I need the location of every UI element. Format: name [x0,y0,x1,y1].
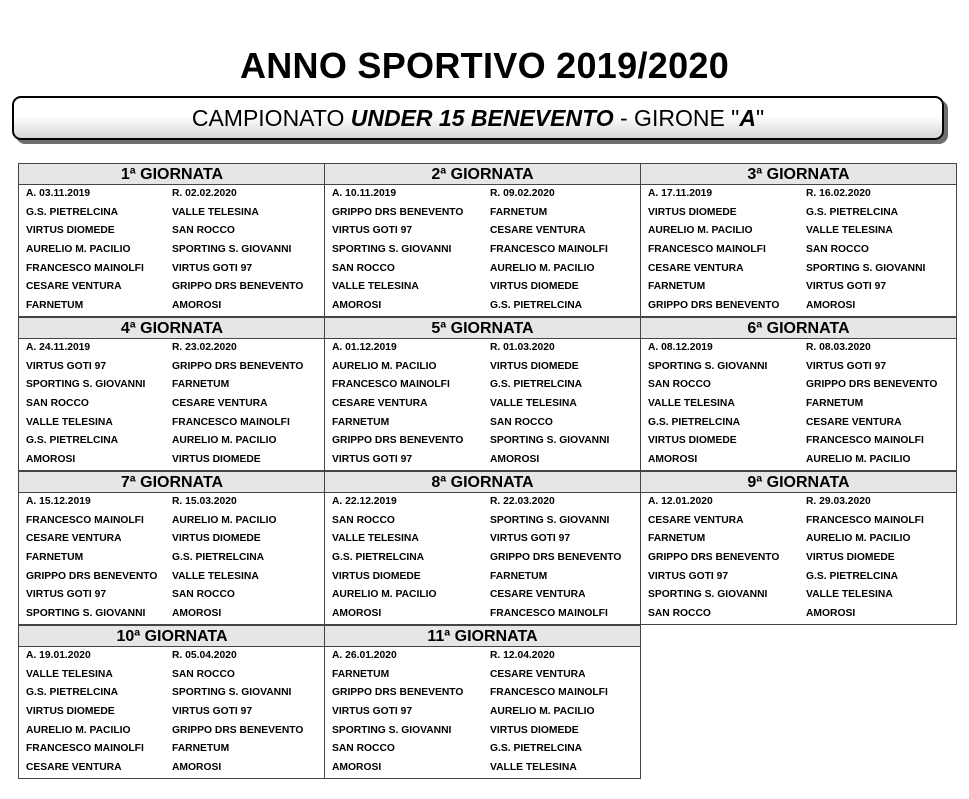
andata-date: A. 03.11.2019 [26,188,91,199]
match-row [325,568,640,587]
away-team: VALLE TELESINA [172,206,259,218]
home-team: FARNETUM [332,668,390,680]
away-team: AMOROSI [172,762,222,774]
match-row [641,278,956,297]
home-team: G.S. PIETRELCINA [332,552,425,564]
away-team: SAN ROCCO [172,225,235,237]
match-row [641,204,956,223]
round-title: 7ª GIORNATA [19,472,325,493]
match-row [19,605,325,624]
championship-banner [12,96,944,140]
home-team: SAN ROCCO [332,743,395,755]
home-team: AURELIO M. PACILIO [332,589,437,601]
home-team: GRIPPO DRS BENEVENTO [26,570,158,582]
home-team: SAN ROCCO [332,514,395,526]
match-row [641,530,956,549]
home-team: SPORTING S. GIOVANNI [26,608,146,620]
match-row [325,586,640,605]
away-team: FRANCESCO MAINOLFI [806,435,924,447]
match-row [641,605,956,624]
home-team: SPORTING S. GIOVANNI [332,724,452,736]
match-row [641,241,956,260]
match-row [19,740,325,759]
away-team: GRIPPO DRS BENEVENTO [172,281,304,293]
away-team: VALLE TELESINA [490,398,577,410]
home-team: FRANCESCO MAINOLFI [648,244,766,256]
match-row [19,549,325,568]
ritorno-date: R. 15.03.2020 [172,496,237,507]
match-row [19,414,325,433]
away-team: SAN ROCCO [172,589,235,601]
away-team: G.S. PIETRELCINA [490,379,583,391]
home-team: G.S. PIETRELCINA [26,435,119,447]
home-team: AMOROSI [332,300,382,312]
home-team: FRANCESCO MAINOLFI [332,379,450,391]
round-dates [325,339,640,358]
home-team: FRANCESCO MAINOLFI [26,514,144,526]
andata-date: A. 01.12.2019 [332,342,397,353]
match-row [325,740,640,759]
match-row [19,759,325,778]
ritorno-date: R. 12.04.2020 [490,650,555,661]
home-team: FARNETUM [648,281,706,293]
ritorno-date: R. 23.02.2020 [172,342,237,353]
home-team: VALLE TELESINA [26,668,113,680]
round-dates [325,647,640,666]
home-team: GRIPPO DRS BENEVENTO [648,300,780,312]
home-team: VALLE TELESINA [332,533,419,545]
away-team: SPORTING S. GIOVANNI [806,262,926,274]
away-team: AURELIO M. PACILIO [172,435,277,447]
home-team: SAN ROCCO [648,379,711,391]
match-row [19,568,325,587]
round-title: 2ª GIORNATA [325,164,640,185]
match-row [641,260,956,279]
away-team: FARNETUM [172,379,230,391]
round-card [640,317,957,471]
match-row [641,358,956,377]
match-row [325,432,640,451]
match-row [325,358,640,377]
andata-date: A. 19.01.2020 [26,650,91,661]
home-team: VIRTUS DIOMEDE [648,435,737,447]
match-row [641,451,956,470]
away-team: VIRTUS DIOMEDE [172,454,261,466]
home-team: SPORTING S. GIOVANNI [648,589,768,601]
away-team: SPORTING S. GIOVANNI [490,435,610,447]
away-team: VIRTUS GOTI 97 [490,533,571,545]
round-card [18,317,326,471]
match-row [641,414,956,433]
away-team: VIRTUS GOTI 97 [172,262,253,274]
home-team: VIRTUS DIOMEDE [648,206,737,218]
away-team: FARNETUM [172,743,230,755]
away-team: CESARE VENTURA [806,416,902,428]
page-title: ANNO SPORTIVO 2019/2020 [239,45,730,86]
home-team: G.S. PIETRELCINA [26,687,119,699]
match-row [325,260,640,279]
away-team: VIRTUS DIOMEDE [490,360,579,372]
match-row [19,241,325,260]
home-team: VIRTUS GOTI 97 [26,360,107,372]
match-row [19,204,325,223]
ritorno-date: R. 02.02.2020 [172,188,237,199]
round-dates [19,185,325,204]
home-team: VIRTUS DIOMEDE [26,225,115,237]
match-row [325,703,640,722]
home-team: GRIPPO DRS BENEVENTO [332,206,464,218]
away-team: G.S. PIETRELCINA [490,300,583,312]
match-row [19,530,325,549]
away-team: GRIPPO DRS BENEVENTO [490,552,622,564]
away-team: AMOROSI [172,300,222,312]
away-team: SAN ROCCO [172,668,235,680]
match-row [641,512,956,531]
away-team: FARNETUM [806,398,864,410]
round-title: 6ª GIORNATA [641,318,956,339]
match-row [19,432,325,451]
match-row [325,376,640,395]
match-row [19,722,325,741]
home-team: SAN ROCCO [648,608,711,620]
match-row [325,451,640,470]
match-row [325,297,640,316]
andata-date: A. 08.12.2019 [648,342,713,353]
match-row [19,376,325,395]
home-team: CESARE VENTURA [26,533,122,545]
andata-date: A. 24.11.2019 [26,342,91,353]
away-team: FRANCESCO MAINOLFI [490,687,608,699]
match-row [325,395,640,414]
andata-date: A. 22.12.2019 [332,496,397,507]
home-team: AMOROSI [648,454,698,466]
round-title: 8ª GIORNATA [325,472,640,493]
away-team: VALLE TELESINA [172,570,259,582]
away-team: VIRTUS GOTI 97 [806,360,887,372]
away-team: FRANCESCO MAINOLFI [806,514,924,526]
home-team: AURELIO M. PACILIO [332,360,437,372]
match-row [19,684,325,703]
away-team: AMOROSI [172,608,222,620]
round-card [324,317,641,471]
home-team: FARNETUM [26,552,84,564]
home-team: GRIPPO DRS BENEVENTO [648,552,780,564]
match-row [325,414,640,433]
away-team: SAN ROCCO [490,416,553,428]
home-team: CESARE VENTURA [26,281,122,293]
away-team: AURELIO M. PACILIO [172,514,277,526]
match-row [641,549,956,568]
away-team: FRANCESCO MAINOLFI [172,416,290,428]
home-team: VIRTUS DIOMEDE [26,706,115,718]
home-team: CESARE VENTURA [648,514,744,526]
home-team: SPORTING S. GIOVANNI [26,379,146,391]
home-team: GRIPPO DRS BENEVENTO [332,435,464,447]
home-team: VIRTUS GOTI 97 [332,225,413,237]
away-team: AURELIO M. PACILIO [806,533,911,545]
round-card [640,471,957,625]
away-team: G.S. PIETRELCINA [806,570,899,582]
away-team: FRANCESCO MAINOLFI [490,608,608,620]
match-row [641,395,956,414]
match-row [19,586,325,605]
home-team: FARNETUM [332,416,390,428]
ritorno-date: R. 08.03.2020 [806,342,871,353]
home-team: AMOROSI [332,762,382,774]
match-row [19,666,325,685]
home-team: CESARE VENTURA [648,262,744,274]
away-team: VALLE TELESINA [806,589,893,601]
match-row [641,586,956,605]
away-team: AMOROSI [806,300,856,312]
ritorno-date: R. 22.03.2020 [490,496,555,507]
round-dates [19,493,325,512]
match-row [641,222,956,241]
away-team: FRANCESCO MAINOLFI [490,244,608,256]
match-row [19,512,325,531]
round-title: 4ª GIORNATA [19,318,325,339]
away-team: GRIPPO DRS BENEVENTO [172,360,304,372]
home-team: G.S. PIETRELCINA [648,416,741,428]
match-row [19,278,325,297]
home-team: CESARE VENTURA [332,398,428,410]
away-team: AMOROSI [490,454,540,466]
away-team: CESARE VENTURA [490,589,586,601]
match-row [641,432,956,451]
home-team: VIRTUS DIOMEDE [332,570,421,582]
away-team: VIRTUS DIOMEDE [490,281,579,293]
away-team: VALLE TELESINA [806,225,893,237]
home-team: FRANCESCO MAINOLFI [26,262,144,274]
home-team: VIRTUS GOTI 97 [332,454,413,466]
match-row [19,297,325,316]
away-team: AURELIO M. PACILIO [806,454,911,466]
match-row [325,605,640,624]
away-team: CESARE VENTURA [490,225,586,237]
match-row [19,358,325,377]
away-team: SPORTING S. GIOVANNI [172,244,292,256]
match-row [325,512,640,531]
andata-date: A. 12.01.2020 [648,496,713,507]
round-title: 10ª GIORNATA [19,626,325,647]
home-team: GRIPPO DRS BENEVENTO [332,687,464,699]
away-team: CESARE VENTURA [490,668,586,680]
away-team: SAN ROCCO [806,244,869,256]
away-team: VIRTUS DIOMEDE [490,724,579,736]
away-team: G.S. PIETRELCINA [490,743,583,755]
home-team: AMOROSI [26,454,76,466]
round-title: 3ª GIORNATA [641,164,956,185]
round-title: 1ª GIORNATA [19,164,325,185]
match-row [325,530,640,549]
match-row [325,222,640,241]
match-row [19,451,325,470]
round-title: 5ª GIORNATA [325,318,640,339]
banner-group: A [739,105,756,131]
home-team: VALLE TELESINA [26,416,113,428]
away-team: VIRTUS GOTI 97 [172,706,253,718]
match-row [641,297,956,316]
banner-mid: - GIRONE " [613,105,740,131]
ritorno-date: R. 09.02.2020 [490,188,555,199]
match-row [325,759,640,778]
round-card [640,163,957,317]
ritorno-date: R. 29.03.2020 [806,496,871,507]
match-row [325,684,640,703]
round-dates [641,493,956,512]
match-row [325,241,640,260]
home-team: SPORTING S. GIOVANNI [332,244,452,256]
round-card [324,625,641,779]
round-dates [641,339,956,358]
round-card [18,163,326,317]
away-team: VALLE TELESINA [490,762,577,774]
match-row [325,278,640,297]
home-team: FARNETUM [648,533,706,545]
away-team: VIRTUS DIOMEDE [172,533,261,545]
away-team: SPORTING S. GIOVANNI [490,514,610,526]
match-row [325,549,640,568]
away-team: AURELIO M. PACILIO [490,706,595,718]
home-team: G.S. PIETRELCINA [26,206,119,218]
round-dates [325,493,640,512]
away-team: GRIPPO DRS BENEVENTO [806,379,938,391]
match-row [641,568,956,587]
round-card [18,471,326,625]
home-team: FARNETUM [26,300,84,312]
home-team: CESARE VENTURA [26,762,122,774]
match-row [19,222,325,241]
away-team: CESARE VENTURA [172,398,268,410]
match-row [641,376,956,395]
home-team: VALLE TELESINA [648,398,735,410]
home-team: VIRTUS GOTI 97 [332,706,413,718]
ritorno-date: R. 16.02.2020 [806,188,871,199]
ritorno-date: R. 05.04.2020 [172,650,237,661]
round-card [18,625,326,779]
match-row [325,204,640,223]
andata-date: A. 10.11.2019 [332,188,397,199]
home-team: AURELIO M. PACILIO [648,225,753,237]
home-team: AURELIO M. PACILIO [26,244,131,256]
ritorno-date: R. 01.03.2020 [490,342,555,353]
away-team: FARNETUM [490,570,548,582]
andata-date: A. 17.11.2019 [648,188,713,199]
round-dates [19,339,325,358]
away-team: GRIPPO DRS BENEVENTO [172,724,304,736]
away-team: VIRTUS DIOMEDE [806,552,895,564]
home-team: SPORTING S. GIOVANNI [648,360,768,372]
away-team: VIRTUS GOTI 97 [806,281,887,293]
away-team: FARNETUM [490,206,548,218]
home-team: VALLE TELESINA [332,281,419,293]
away-team: AURELIO M. PACILIO [490,262,595,274]
match-row [19,395,325,414]
home-team: FRANCESCO MAINOLFI [26,743,144,755]
home-team: AURELIO M. PACILIO [26,724,131,736]
banner-prefix: CAMPIONATO [191,105,351,131]
home-team: AMOROSI [332,608,382,620]
round-dates [641,185,956,204]
match-row [325,722,640,741]
round-card [324,471,641,625]
home-team: SAN ROCCO [332,262,395,274]
round-dates [19,647,325,666]
match-row [19,260,325,279]
away-team: G.S. PIETRELCINA [172,552,265,564]
home-team: VIRTUS GOTI 97 [26,589,107,601]
away-team: SPORTING S. GIOVANNI [172,687,292,699]
banner-category: UNDER 15 BENEVENTO [350,105,614,131]
away-team: AMOROSI [806,608,856,620]
home-team: SAN ROCCO [26,398,89,410]
andata-date: A. 15.12.2019 [26,496,91,507]
match-row [325,666,640,685]
round-title: 11ª GIORNATA [325,626,640,647]
home-team: VIRTUS GOTI 97 [648,570,729,582]
match-row [19,703,325,722]
round-title: 9ª GIORNATA [641,472,956,493]
round-dates [325,185,640,204]
banner-suffix: " [755,105,765,131]
away-team: G.S. PIETRELCINA [806,206,899,218]
andata-date: A. 26.01.2020 [332,650,397,661]
round-card [324,163,641,317]
